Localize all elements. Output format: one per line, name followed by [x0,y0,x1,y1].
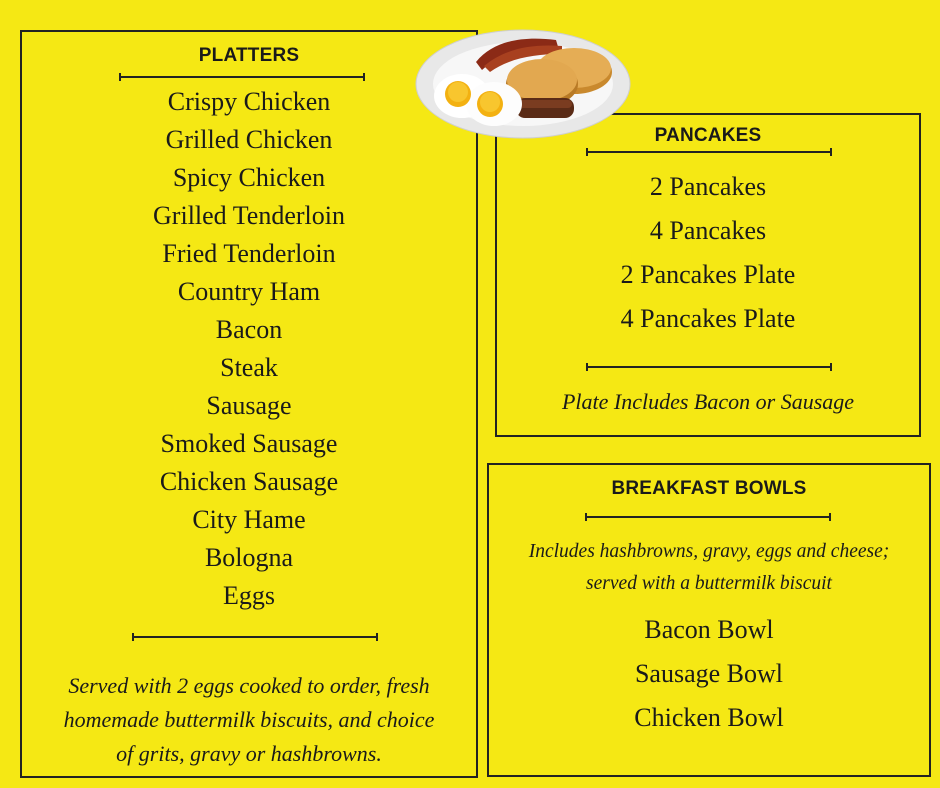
bowls-note-line: served with a buttermilk biscuit [586,573,832,594]
platters-divider-bottom [132,636,378,638]
bowls-note-line: Includes hashbrowns, gravy, eggs and cheese; [528,541,890,562]
platter-item: Smoked Sausage [160,429,338,458]
pancakes-divider-bottom [586,366,832,368]
breakfast-bowls-panel [487,463,931,777]
platter-item: Spicy Chicken [172,163,326,192]
platter-item: Bologna [204,543,294,572]
pancakes-title: PANCAKES [654,125,762,146]
pancakes-divider [586,151,832,153]
platters-note-line: Served with 2 eggs cooked to order, fresh [68,673,430,698]
pancake-item: 2 Pancakes Plate [620,260,796,289]
pancake-item: 2 Pancakes [649,172,767,201]
platters-note-line: of grits, gravy or hashbrowns. [116,741,382,766]
bowl-item: Chicken Bowl [634,703,784,732]
bowl-item: Sausage Bowl [634,659,784,688]
platter-item: Country Ham [177,277,321,306]
platters-divider [119,76,365,78]
pancakes-note: Plate Includes Bacon or Sausage [561,389,855,414]
platter-item: Grilled Tenderloin [153,201,345,230]
platter-item: Crispy Chicken [167,87,331,116]
platter-item: Grilled Chicken [165,125,333,154]
breakfast-plate-photo [414,22,632,144]
platter-item: Bacon [215,315,283,344]
platter-item: Steak [220,353,278,382]
platter-item: Chicken Sausage [159,467,339,496]
platter-item: City Hame [192,505,306,534]
platters-title: PLATTERS [198,45,300,66]
bowls-divider [585,516,831,518]
bowl-item: Bacon Bowl [644,615,774,644]
platter-item: Eggs [223,581,275,610]
pancakes-panel [495,113,921,437]
platter-item: Fried Tenderloin [162,239,336,268]
pancake-item: 4 Pancakes [649,216,767,245]
pancake-item: 4 Pancakes Plate [620,304,796,333]
platter-item: Sausage [206,391,292,420]
bowls-title: BREAKFAST BOWLS [611,478,807,499]
platters-panel [20,30,478,778]
platters-note-line: homemade buttermilk biscuits, and choice [63,707,435,732]
